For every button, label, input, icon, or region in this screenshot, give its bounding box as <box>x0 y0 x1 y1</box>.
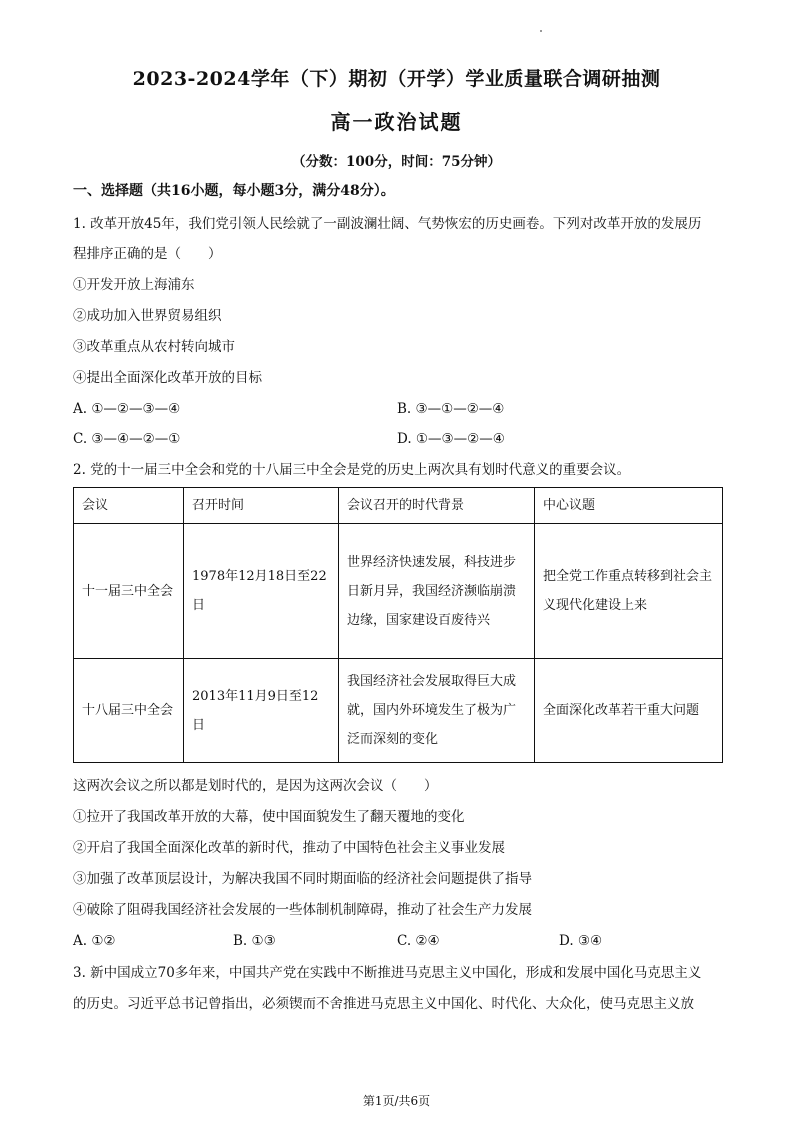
q3-stem-line2: 的历史。习近平总书记曾指出，必须锲而不舍推进马克思主义中国化、时代化、大众化，使马克思主义放 <box>73 996 694 1012</box>
table-header-cell: 会议召开的时代背景 <box>339 488 535 524</box>
q2-item-2: ②开启了我国全面深化改革的新时代，推动了中国特色社会主义事业发展 <box>73 840 505 856</box>
q1-stem-line1: 1. 改革开放45年，我们党引领人民绘就了一副波澜壮阔、气势恢宏的历史画卷。下列对改革开放的发展历 <box>73 216 702 232</box>
q1-option-a: A. ①—②—③—④ <box>73 401 181 417</box>
q2-item-1: ①拉开了我国改革开放的大幕，使中国面貌发生了翻天覆地的变化 <box>73 809 465 825</box>
table-header-row <box>74 488 723 524</box>
table-cell-topic: 全面深化改革若干重大问题 <box>535 659 723 763</box>
table-cell-time: 2013年11月9日至12日 <box>184 659 339 763</box>
table-cell-meeting: 十八届三中全会 <box>74 659 184 763</box>
table-cell-background: 我国经济社会发展取得巨大成就，国内外环境发生了极为广泛而深刻的变化 <box>339 659 535 763</box>
q3-stem-line1: 3. 新中国成立70多年来，中国共产党在实践中不断推进马克思主义中国化，形成和发展中国化马克思主义 <box>73 965 702 981</box>
table-header-cell: 召开时间 <box>184 488 339 524</box>
q1-option-d: D. ①—③—②—④ <box>397 431 505 447</box>
q2-item-3: ③加强了改革顶层设计，为解决我国不同时期面临的经济社会问题提供了指导 <box>73 871 532 887</box>
q1-option-c: C. ③—④—②—① <box>73 431 181 447</box>
table-header-cell: 中心议题 <box>535 488 723 524</box>
exam-subtitle: 高一政治试题 <box>330 110 463 134</box>
q1-stem-line2: 程排序正确的是（ ） <box>73 246 222 262</box>
exam-title: 2023-2024学年（下）期初（开学）学业质量联合调研抽测 <box>132 68 661 90</box>
page-number: 第1页/共6页 <box>362 1094 431 1108</box>
q1-item-3: ③改革重点从农村转向城市 <box>73 339 235 355</box>
score-time-info: （分数：100分，时间：75分钟） <box>292 154 501 170</box>
q2-question: 这两次会议之所以都是划时代的，是因为这两次会议（ ） <box>73 778 438 794</box>
q1-item-4: ④提出全面深化改革开放的目标 <box>73 370 262 386</box>
q2-option-c: C. ②④ <box>397 933 440 949</box>
q2-item-4: ④破除了阻碍我国经济社会发展的一些体制机制障碍，推动了社会生产力发展 <box>73 902 532 918</box>
q2-option-b: B. ①③ <box>233 933 276 949</box>
table-row <box>74 659 723 763</box>
meeting-table <box>73 487 723 763</box>
q1-item-1: ①开发开放上海浦东 <box>73 277 195 293</box>
section-heading: 一、选择题（共16小题，每小题3分，满分48分）。 <box>73 183 395 199</box>
table-header-cell: 会议 <box>74 488 184 524</box>
table-cell-meeting: 十一届三中全会 <box>74 524 184 659</box>
table-row <box>74 524 723 659</box>
q2-stem: 2. 党的十一届三中全会和党的十八届三中全会是党的历史上两次具有划时代意义的重要会议。 <box>73 462 631 478</box>
table-cell-time: 1978年12月18日至22日 <box>184 524 339 659</box>
q2-option-d: D. ③④ <box>559 933 603 949</box>
table-cell-background: 世界经济快速发展，科技进步日新月异，我国经济濒临崩溃边缘，国家建设百废待兴 <box>339 524 535 659</box>
q1-option-b: B. ③—①—②—④ <box>397 401 505 417</box>
scan-speck <box>540 30 542 32</box>
q1-item-2: ②成功加入世界贸易组织 <box>73 308 222 324</box>
table-cell-topic: 把全党工作重点转移到社会主义现代化建设上来 <box>535 524 723 659</box>
q2-option-a: A. ①② <box>73 933 116 949</box>
